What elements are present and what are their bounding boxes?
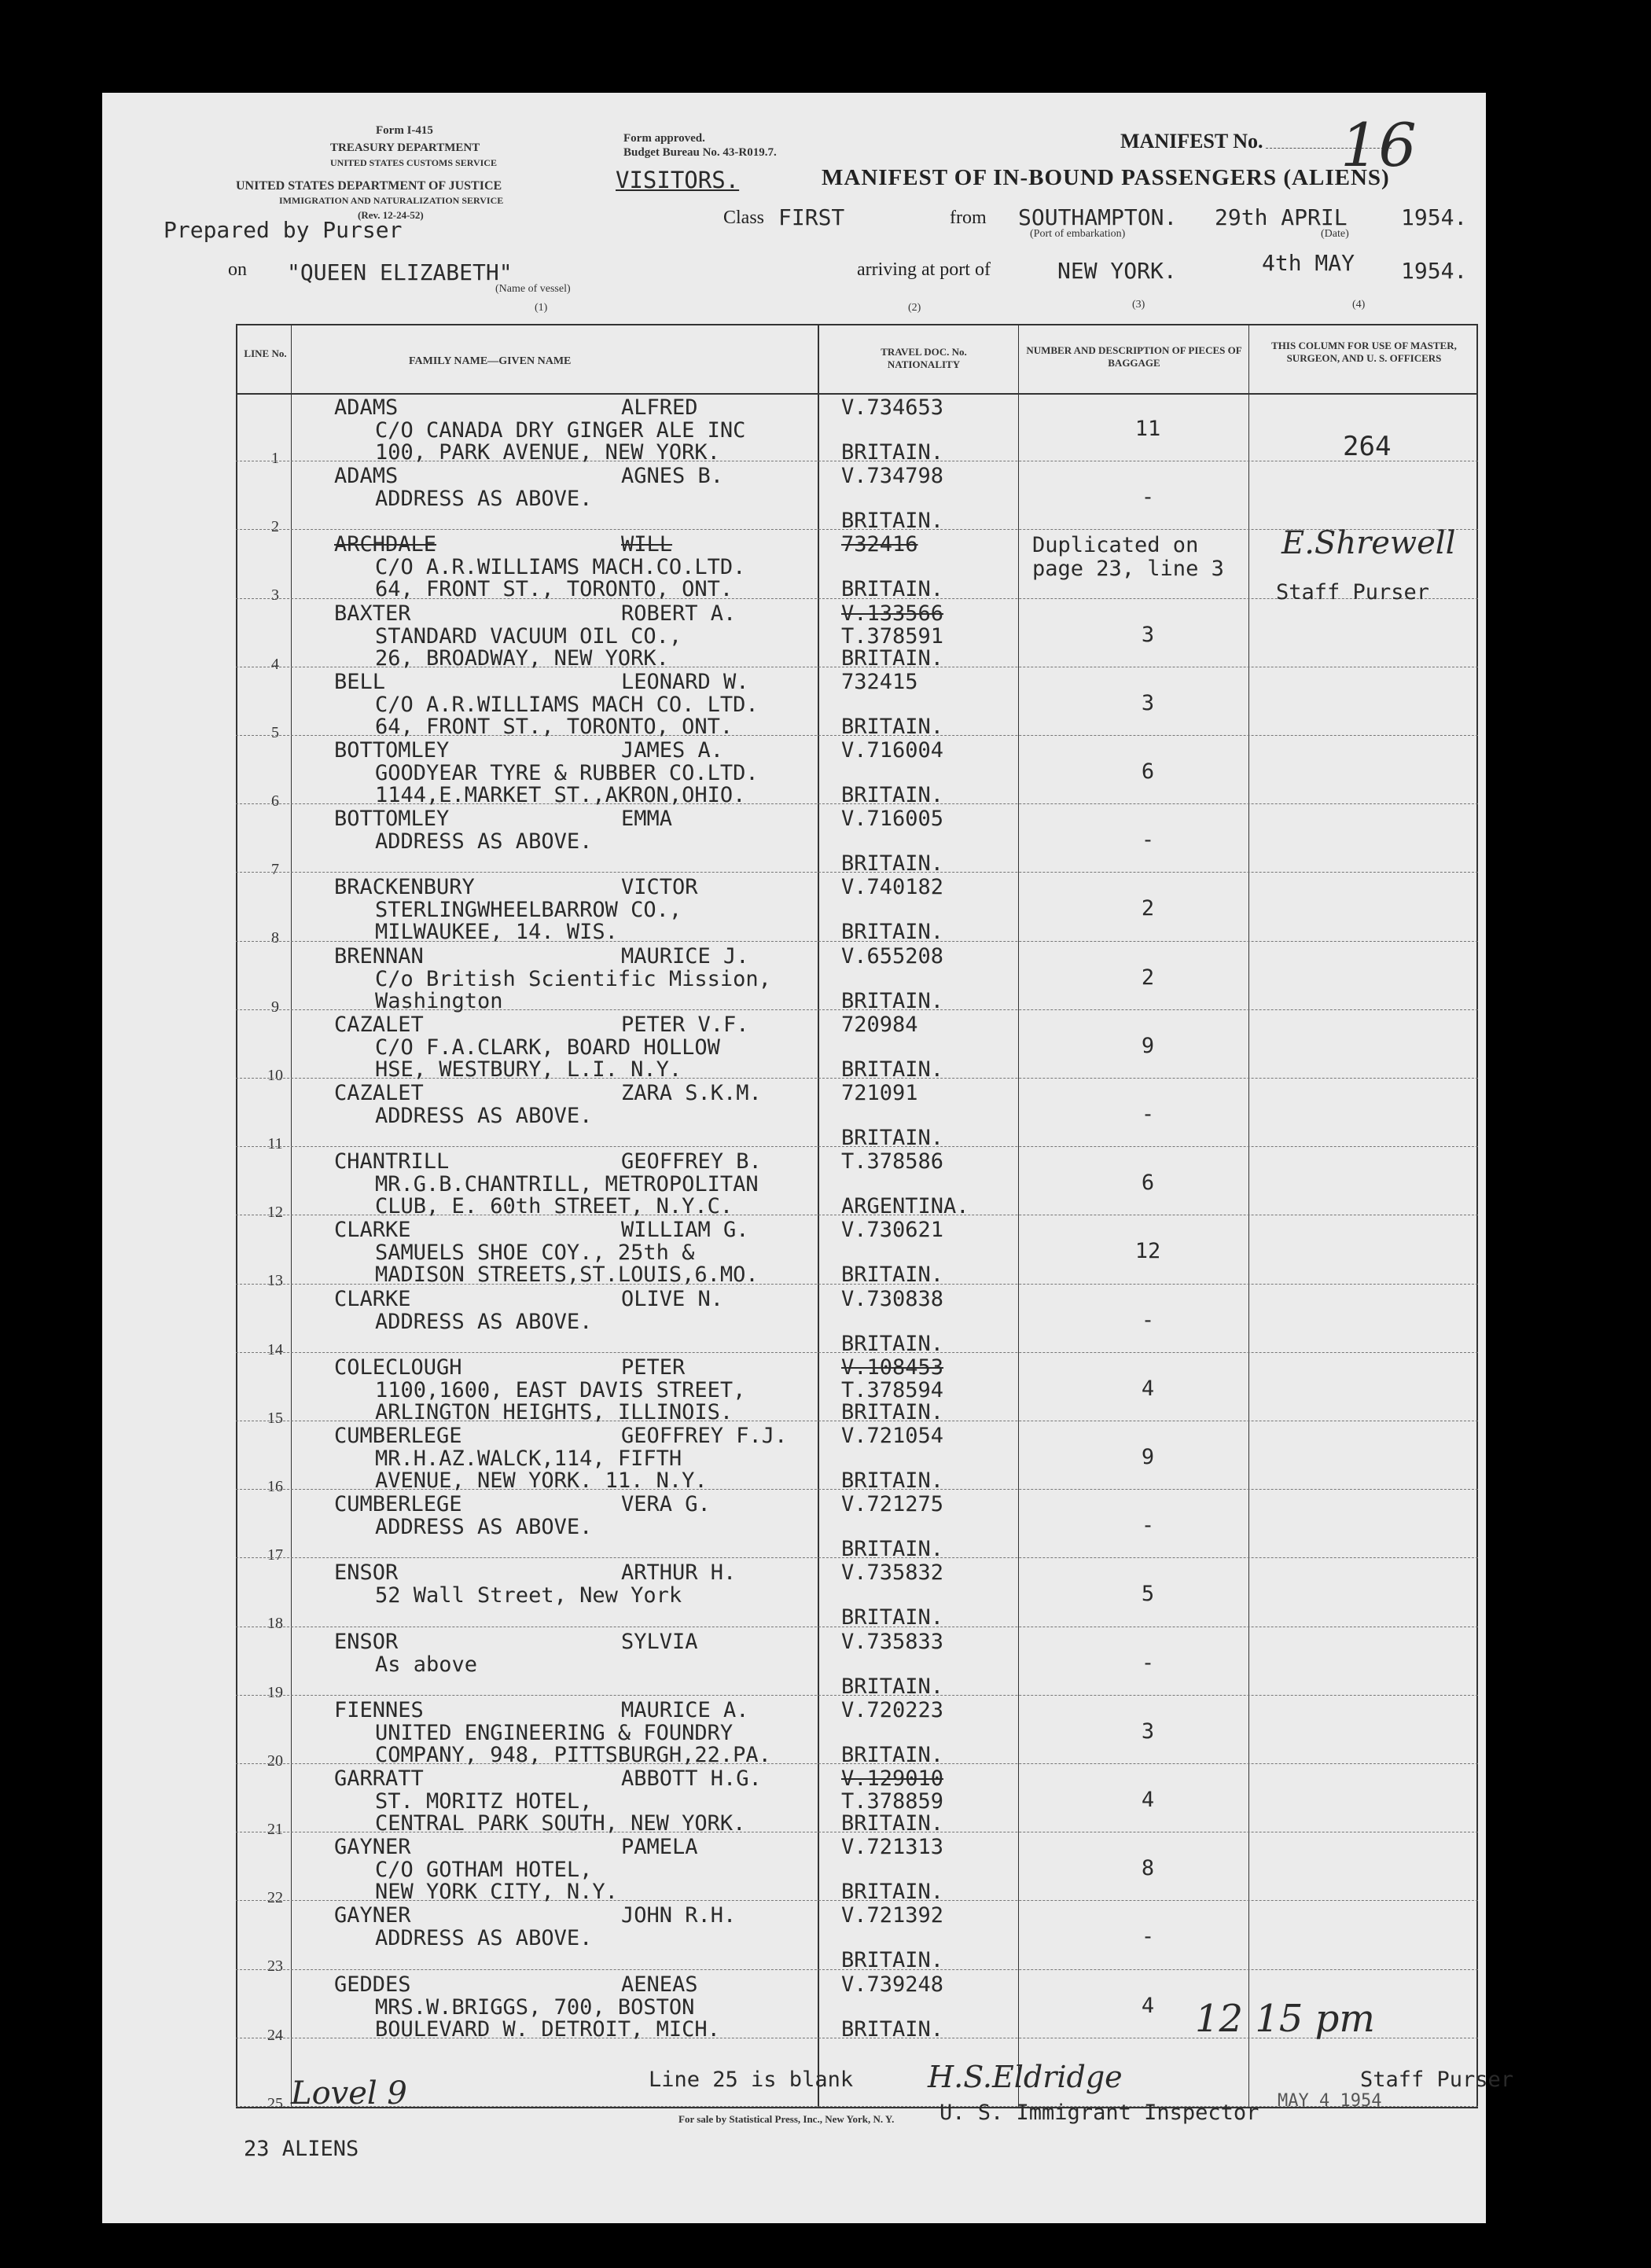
family-name: CAZALET [334, 1081, 424, 1105]
family-name: BOTTOMLEY [334, 738, 450, 763]
nationality: BRITAIN. [841, 1880, 944, 1905]
nationality: BRITAIN. [841, 509, 944, 534]
address-line-2: HSE, WESTBURY, L.I. N.Y. [375, 1057, 682, 1082]
travel-doc-old: V.133566 [841, 601, 944, 626]
arrival-port: NEW YORK. [1057, 258, 1177, 284]
family-name: ENSOR [334, 1629, 399, 1654]
line-number: 1 [271, 450, 279, 467]
given-name: AGNES B. [621, 464, 724, 489]
given-name: LEONARD W. [621, 669, 749, 694]
given-name: WILLIAM G. [621, 1218, 749, 1243]
family-name: GEDDES [334, 1972, 411, 1997]
on-label: on [228, 259, 247, 280]
vessel-name: "QUEEN ELIZABETH" [287, 259, 513, 285]
from-label: from [950, 208, 987, 228]
baggage-count: - [1141, 828, 1155, 853]
address-line-2: NEW YORK CITY, N.Y. [375, 1880, 618, 1905]
family-name: GAYNER [334, 1903, 411, 1928]
justice-dept: UNITED STATES DEPARTMENT OF JUSTICE [236, 179, 502, 193]
address-line-1: MRS.W.BRIGGS, 700, BOSTON [375, 1994, 695, 2020]
travel-doc-number: 732415 [841, 669, 918, 694]
travel-doc-number: 720984 [841, 1012, 918, 1037]
travel-doc-number: V.716004 [841, 738, 944, 763]
col-header-line-no: LINE No. [244, 347, 287, 359]
address-line-1: ADDRESS AS ABOVE. [375, 487, 593, 512]
family-name: BOTTOMLEY [334, 807, 450, 832]
line-number: 9 [271, 998, 279, 1016]
address-line-1: MR.H.AZ.WALCK,114, FIFTH [375, 1446, 682, 1471]
given-name: AENEAS [621, 1972, 698, 1997]
address-line-1: ADDRESS AS ABOVE. [375, 829, 593, 855]
travel-doc-number: V.655208 [841, 943, 944, 969]
travel-doc-number: V.721313 [841, 1835, 944, 1860]
family-name: ADAMS [334, 395, 399, 420]
class-value: FIRST [778, 204, 845, 230]
prepared-by: Prepared by Purser [164, 217, 403, 243]
travel-doc-number: 721091 [841, 1081, 918, 1105]
baggage-count: 6 [1141, 759, 1155, 784]
staff-purser-bottom: Staff Purser [1360, 2068, 1514, 2092]
line-number: 15 [267, 1409, 283, 1427]
form-number: Form I-415 [376, 124, 433, 137]
baggage-count: 8 [1141, 1856, 1155, 1881]
address-line-1: ADDRESS AS ABOVE. [375, 1309, 593, 1334]
immigration-service: IMMIGRATION AND NATURALIZATION SERVICE [279, 195, 504, 206]
address-line-1: C/O CANADA DRY GINGER ALE INC [375, 418, 746, 443]
travel-doc-number: V.721392 [841, 1903, 944, 1928]
treasury-dept: TREASURY DEPARTMENT [330, 142, 480, 154]
date-stamp: MAY 4 1954 [1278, 2091, 1382, 2111]
line-number: 6 [271, 792, 279, 810]
given-name: ROBERT A. [621, 601, 737, 626]
baggage-count: 9 [1141, 1445, 1155, 1469]
given-name: PETER [621, 1355, 686, 1380]
travel-doc-number: V.739248 [841, 1972, 944, 1997]
family-name: CHANTRILL [334, 1149, 450, 1174]
address-line-1: STERLINGWHEELBARROW CO., [375, 898, 682, 923]
col-header-baggage: NUMBER AND DESCRIPTION OF PIECES OF BAGGAGE [1026, 344, 1242, 369]
baggage-count: - [1141, 485, 1155, 510]
manifest-no-label: MANIFEST No. [1120, 130, 1263, 153]
address-line-2: MADISON STREETS,ST.LOUIS,6.MO. [375, 1263, 759, 1288]
travel-doc-number: V.730838 [841, 1286, 944, 1311]
line-number: 14 [267, 1340, 283, 1358]
travel-doc-number: V.721275 [841, 1492, 944, 1517]
staff-purser-note: Staff Purser [1276, 580, 1430, 605]
address-line-2: 64, FRONT ST., TORONTO, ONT. [375, 714, 734, 739]
address-line-1: 1100,1600, EAST DAVIS STREET, [375, 1377, 746, 1402]
nationality: BRITAIN. [841, 1674, 944, 1699]
line-number: 24 [267, 2026, 283, 2044]
family-name: CLARKE [334, 1218, 411, 1243]
nationality: BRITAIN. [841, 577, 944, 602]
col-header-officers: THIS COLUMN FOR USE OF MASTER, SURGEON, AND U. S. OFFICERS [1271, 340, 1457, 364]
line-number: 7 [271, 861, 279, 879]
address-line-2: MILWAUKEE, 14. WIS. [375, 920, 618, 945]
baggage-count: 12 [1134, 1239, 1161, 1264]
footer-printer: For sale by Statistical Press, Inc., New York, N. Y. [678, 2113, 895, 2125]
manifest-number: 16 [1340, 110, 1417, 180]
address-line-1: As above [375, 1652, 478, 1677]
duplicated-note-2: page 23, line 3 [1032, 557, 1224, 581]
baggage-count: 2 [1141, 896, 1155, 921]
header-divider [236, 393, 1478, 395]
family-name: COLECLOUGH [334, 1355, 462, 1380]
nationality: BRITAIN. [841, 1399, 944, 1424]
nationality: BRITAIN. [841, 1331, 944, 1356]
arriving-label: arriving at port of [857, 259, 991, 280]
budget-bureau: Budget Bureau No. 43-R019.7. [623, 146, 777, 159]
visitors-label: VISITORS. [616, 167, 740, 193]
given-name: SYLVIA [621, 1629, 698, 1654]
address-line-1: STANDARD VACUUM OIL CO., [375, 623, 682, 649]
address-line-1: C/O GOTHAM HOTEL, [375, 1858, 593, 1883]
arrival-date: 4th MAY [1262, 250, 1355, 276]
address-line-1: ADDRESS AS ABOVE. [375, 1926, 593, 1951]
address-line-2: Washington [375, 988, 503, 1013]
address-line-1: ADDRESS AS ABOVE. [375, 1104, 593, 1128]
baggage-count: 3 [1141, 1718, 1155, 1744]
nationality: BRITAIN. [841, 1537, 944, 1562]
nationality: BRITAIN. [841, 1057, 944, 1082]
travel-doc-number: V.720223 [841, 1697, 944, 1722]
nationality: BRITAIN. [841, 783, 944, 807]
column-number-1: (1) [535, 302, 548, 314]
baggage-count: 4 [1141, 1788, 1155, 1812]
travel-doc-number: V.716005 [841, 807, 944, 832]
given-name: ABBOTT H.G. [621, 1766, 762, 1791]
line-number: 18 [267, 1615, 283, 1633]
col-header-travel-doc: TRAVEL DOC. No. NATIONALITY [881, 346, 967, 370]
given-name: OLIVE N. [621, 1286, 724, 1311]
line-number: 16 [267, 1478, 283, 1495]
address-line-1: ADDRESS AS ABOVE. [375, 1515, 593, 1540]
given-name: ARTHUR H. [621, 1560, 737, 1586]
line-number: 3 [271, 586, 279, 605]
family-name: BAXTER [334, 601, 411, 626]
column-number-3: (3) [1132, 299, 1145, 311]
port-embark-caption: (Port of embarkation) [1030, 228, 1126, 240]
given-name: GEOFFREY B. [621, 1149, 762, 1174]
inspector-signature: H.S.Eldridge [928, 2060, 1123, 2094]
baggage-count: - [1141, 1307, 1155, 1332]
date-caption: (Date) [1321, 228, 1349, 240]
nationality: BRITAIN. [841, 1263, 944, 1288]
address-line-2: BOULEVARD W. DETROIT, MICH. [375, 2016, 720, 2042]
given-name: VICTOR [621, 875, 698, 900]
family-name: BRACKENBURY [334, 875, 475, 900]
address-line-1: UNITED ENGINEERING & FOUNDRY [375, 1720, 734, 1745]
family-name: CLARKE [334, 1286, 411, 1311]
baggage-count: 6 [1141, 1171, 1155, 1196]
col-header-name: FAMILY NAME—GIVEN NAME [409, 355, 572, 367]
given-name: ZARA S.K.M. [621, 1081, 762, 1105]
column-number-2: (2) [908, 302, 921, 314]
nationality: ARGENTINA. [841, 1194, 969, 1219]
officer-code: 264 [1343, 431, 1392, 462]
address-line-1: SAMUELS SHOE COY., 25th & [375, 1241, 695, 1266]
embark-year: 1954. [1401, 204, 1468, 230]
travel-doc-number: V.735833 [841, 1629, 944, 1654]
travel-doc-old: V.129010 [841, 1766, 944, 1791]
col-divider [1018, 324, 1019, 2108]
handwritten-time: 12 15 pm [1195, 1997, 1375, 2041]
nationality: BRITAIN. [841, 920, 944, 945]
arrival-year: 1954. [1401, 258, 1468, 284]
line-number: 21 [267, 1821, 283, 1838]
travel-doc-number: T.378586 [841, 1149, 944, 1174]
travel-doc-number: T.378591 [841, 623, 944, 649]
given-name: MAURICE A. [621, 1697, 749, 1722]
travel-doc-number: 732416 [841, 532, 918, 557]
aliens-total: 23 ALIENS [244, 2137, 359, 2161]
family-name: BRENNAN [334, 943, 424, 969]
address-line-2: 26, BROADWAY, NEW YORK. [375, 645, 669, 671]
family-name: CAZALET [334, 1012, 424, 1037]
line-number: 13 [267, 1272, 283, 1290]
col-divider [818, 324, 819, 2108]
travel-doc-number: T.378594 [841, 1377, 944, 1402]
given-name: JAMES A. [621, 738, 724, 763]
travel-doc-number: V.740182 [841, 875, 944, 900]
given-name: WILL [621, 532, 673, 557]
class-label: Class [723, 208, 765, 228]
address-line-2: AVENUE, NEW YORK. 11. N.Y. [375, 1469, 708, 1493]
address-line-1: 52 Wall Street, New York [375, 1583, 682, 1608]
line-25-note: Line 25 is blank [649, 2068, 854, 2092]
col-divider [1248, 324, 1249, 2108]
family-name: FIENNES [334, 1697, 424, 1722]
nationality: BRITAIN. [841, 988, 944, 1013]
line-number: 17 [267, 1546, 283, 1564]
family-name: GAYNER [334, 1835, 411, 1860]
travel-doc-number: T.378859 [841, 1789, 944, 1814]
baggage-count: 9 [1141, 1033, 1155, 1058]
family-name: ENSOR [334, 1560, 399, 1586]
nationality: BRITAIN. [841, 1469, 944, 1493]
customs-service: UNITED STATES CUSTOMS SERVICE [330, 157, 497, 168]
duplicated-note-1: Duplicated on [1032, 533, 1199, 557]
address-line-1: C/O A.R.WILLIAMS MACH CO. LTD. [375, 692, 759, 717]
revision: (Rev. 12-24-52) [358, 209, 424, 221]
line-number: 8 [271, 929, 279, 947]
given-name: PAMELA [621, 1835, 698, 1860]
baggage-count: 4 [1141, 1376, 1155, 1401]
family-name: ARCHDALE [334, 532, 437, 557]
given-name: JOHN R.H. [621, 1903, 737, 1928]
address-line-2: CENTRAL PARK SOUTH, NEW YORK. [375, 1811, 746, 1836]
manifest-title: MANIFEST OF IN-BOUND PASSENGERS (ALIENS) [822, 165, 1390, 190]
travel-doc-number: V.721054 [841, 1424, 944, 1448]
travel-doc-number: V.735832 [841, 1560, 944, 1586]
baggage-count: - [1141, 1650, 1155, 1675]
line-number: 25 [267, 2094, 283, 2112]
given-name: ALFRED [621, 395, 698, 420]
baggage-count: - [1141, 1513, 1155, 1538]
baggage-count: 2 [1141, 965, 1155, 990]
address-line-1: C/O A.R.WILLIAMS MACH.CO.LTD. [375, 555, 746, 580]
address-line-2: 64, FRONT ST., TORONTO, ONT. [375, 577, 734, 602]
family-name: GARRATT [334, 1766, 424, 1791]
travel-doc-old: V.108453 [841, 1355, 944, 1380]
margin-handwriting: Lovel 9 [291, 2075, 407, 2112]
purser-signature: E.Shrewell [1281, 525, 1456, 561]
baggage-count: 5 [1141, 1582, 1155, 1607]
baggage-count: 3 [1141, 622, 1155, 647]
line-number: 11 [267, 1135, 283, 1152]
baggage-count: 3 [1141, 690, 1155, 715]
address-line-2: 1144,E.MARKET ST.,AKRON,OHIO. [375, 783, 746, 807]
given-name: MAURICE J. [621, 943, 749, 969]
given-name: GEOFFREY F.J. [621, 1424, 788, 1448]
address-line-2: COMPANY, 948, PITTSBURGH,22.PA. [375, 1742, 771, 1767]
nationality: BRITAIN. [841, 1605, 944, 1630]
address-line-2: CLUB, E. 60th STREET, N.Y.C. [375, 1194, 734, 1219]
nationality: BRITAIN. [841, 2016, 944, 2042]
address-line-1: MR.G.B.CHANTRILL, METROPOLITAN [375, 1172, 759, 1197]
nationality: BRITAIN. [841, 1126, 944, 1150]
address-line-1: GOODYEAR TYRE & RUBBER CO.LTD. [375, 761, 759, 785]
line-number: 22 [267, 1889, 283, 1907]
address-line-1: C/o British Scientific Mission, [375, 966, 771, 991]
form-approved: Form approved. [623, 132, 705, 145]
nationality: BRITAIN. [841, 645, 944, 671]
line-number: 12 [267, 1204, 283, 1222]
travel-doc-number: V.734798 [841, 464, 944, 489]
family-name: BELL [334, 669, 386, 694]
port-of-embarkation: SOUTHAMPTON. [1018, 204, 1178, 230]
vessel-caption: (Name of vessel) [495, 283, 571, 295]
baggage-count: - [1141, 1924, 1155, 1950]
line-number: 19 [267, 1683, 283, 1701]
baggage-count: 11 [1134, 417, 1161, 441]
line-number: 4 [271, 655, 279, 673]
address-line-2: 100, PARK AVENUE, NEW YORK. [375, 440, 720, 465]
address-line-2: ARLINGTON HEIGHTS, ILLINOIS. [375, 1399, 734, 1424]
travel-doc-number: V.730621 [841, 1218, 944, 1243]
family-name: ADAMS [334, 464, 399, 489]
nationality: BRITAIN. [841, 714, 944, 739]
address-line-1: ST. MORITZ HOTEL, [375, 1789, 593, 1814]
immigrant-inspector: U. S. Immigrant Inspector [939, 2101, 1259, 2125]
line-number: 20 [267, 1752, 283, 1770]
nationality: BRITAIN. [841, 1742, 944, 1767]
line-number: 23 [267, 1957, 283, 1976]
column-number-4: (4) [1352, 299, 1366, 311]
nationality: BRITAIN. [841, 1811, 944, 1836]
nationality: BRITAIN. [841, 1948, 944, 1973]
address-line-1: C/O F.A.CLARK, BOARD HOLLOW [375, 1035, 720, 1060]
given-name: EMMA [621, 807, 673, 832]
line-number: 2 [271, 518, 279, 536]
given-name: VERA G. [621, 1492, 711, 1517]
given-name: PETER V.F. [621, 1012, 749, 1037]
baggage-count: - [1141, 1102, 1155, 1127]
baggage-count: 4 [1141, 1993, 1155, 2018]
nationality: BRITAIN. [841, 851, 944, 877]
embark-date: 29th APRIL [1215, 204, 1348, 230]
travel-doc-number: V.734653 [841, 395, 944, 420]
family-name: CUMBERLEGE [334, 1424, 462, 1448]
family-name: CUMBERLEGE [334, 1492, 462, 1517]
line-number: 10 [267, 1066, 283, 1084]
line-number: 5 [271, 723, 279, 741]
nationality: BRITAIN. [841, 440, 944, 465]
